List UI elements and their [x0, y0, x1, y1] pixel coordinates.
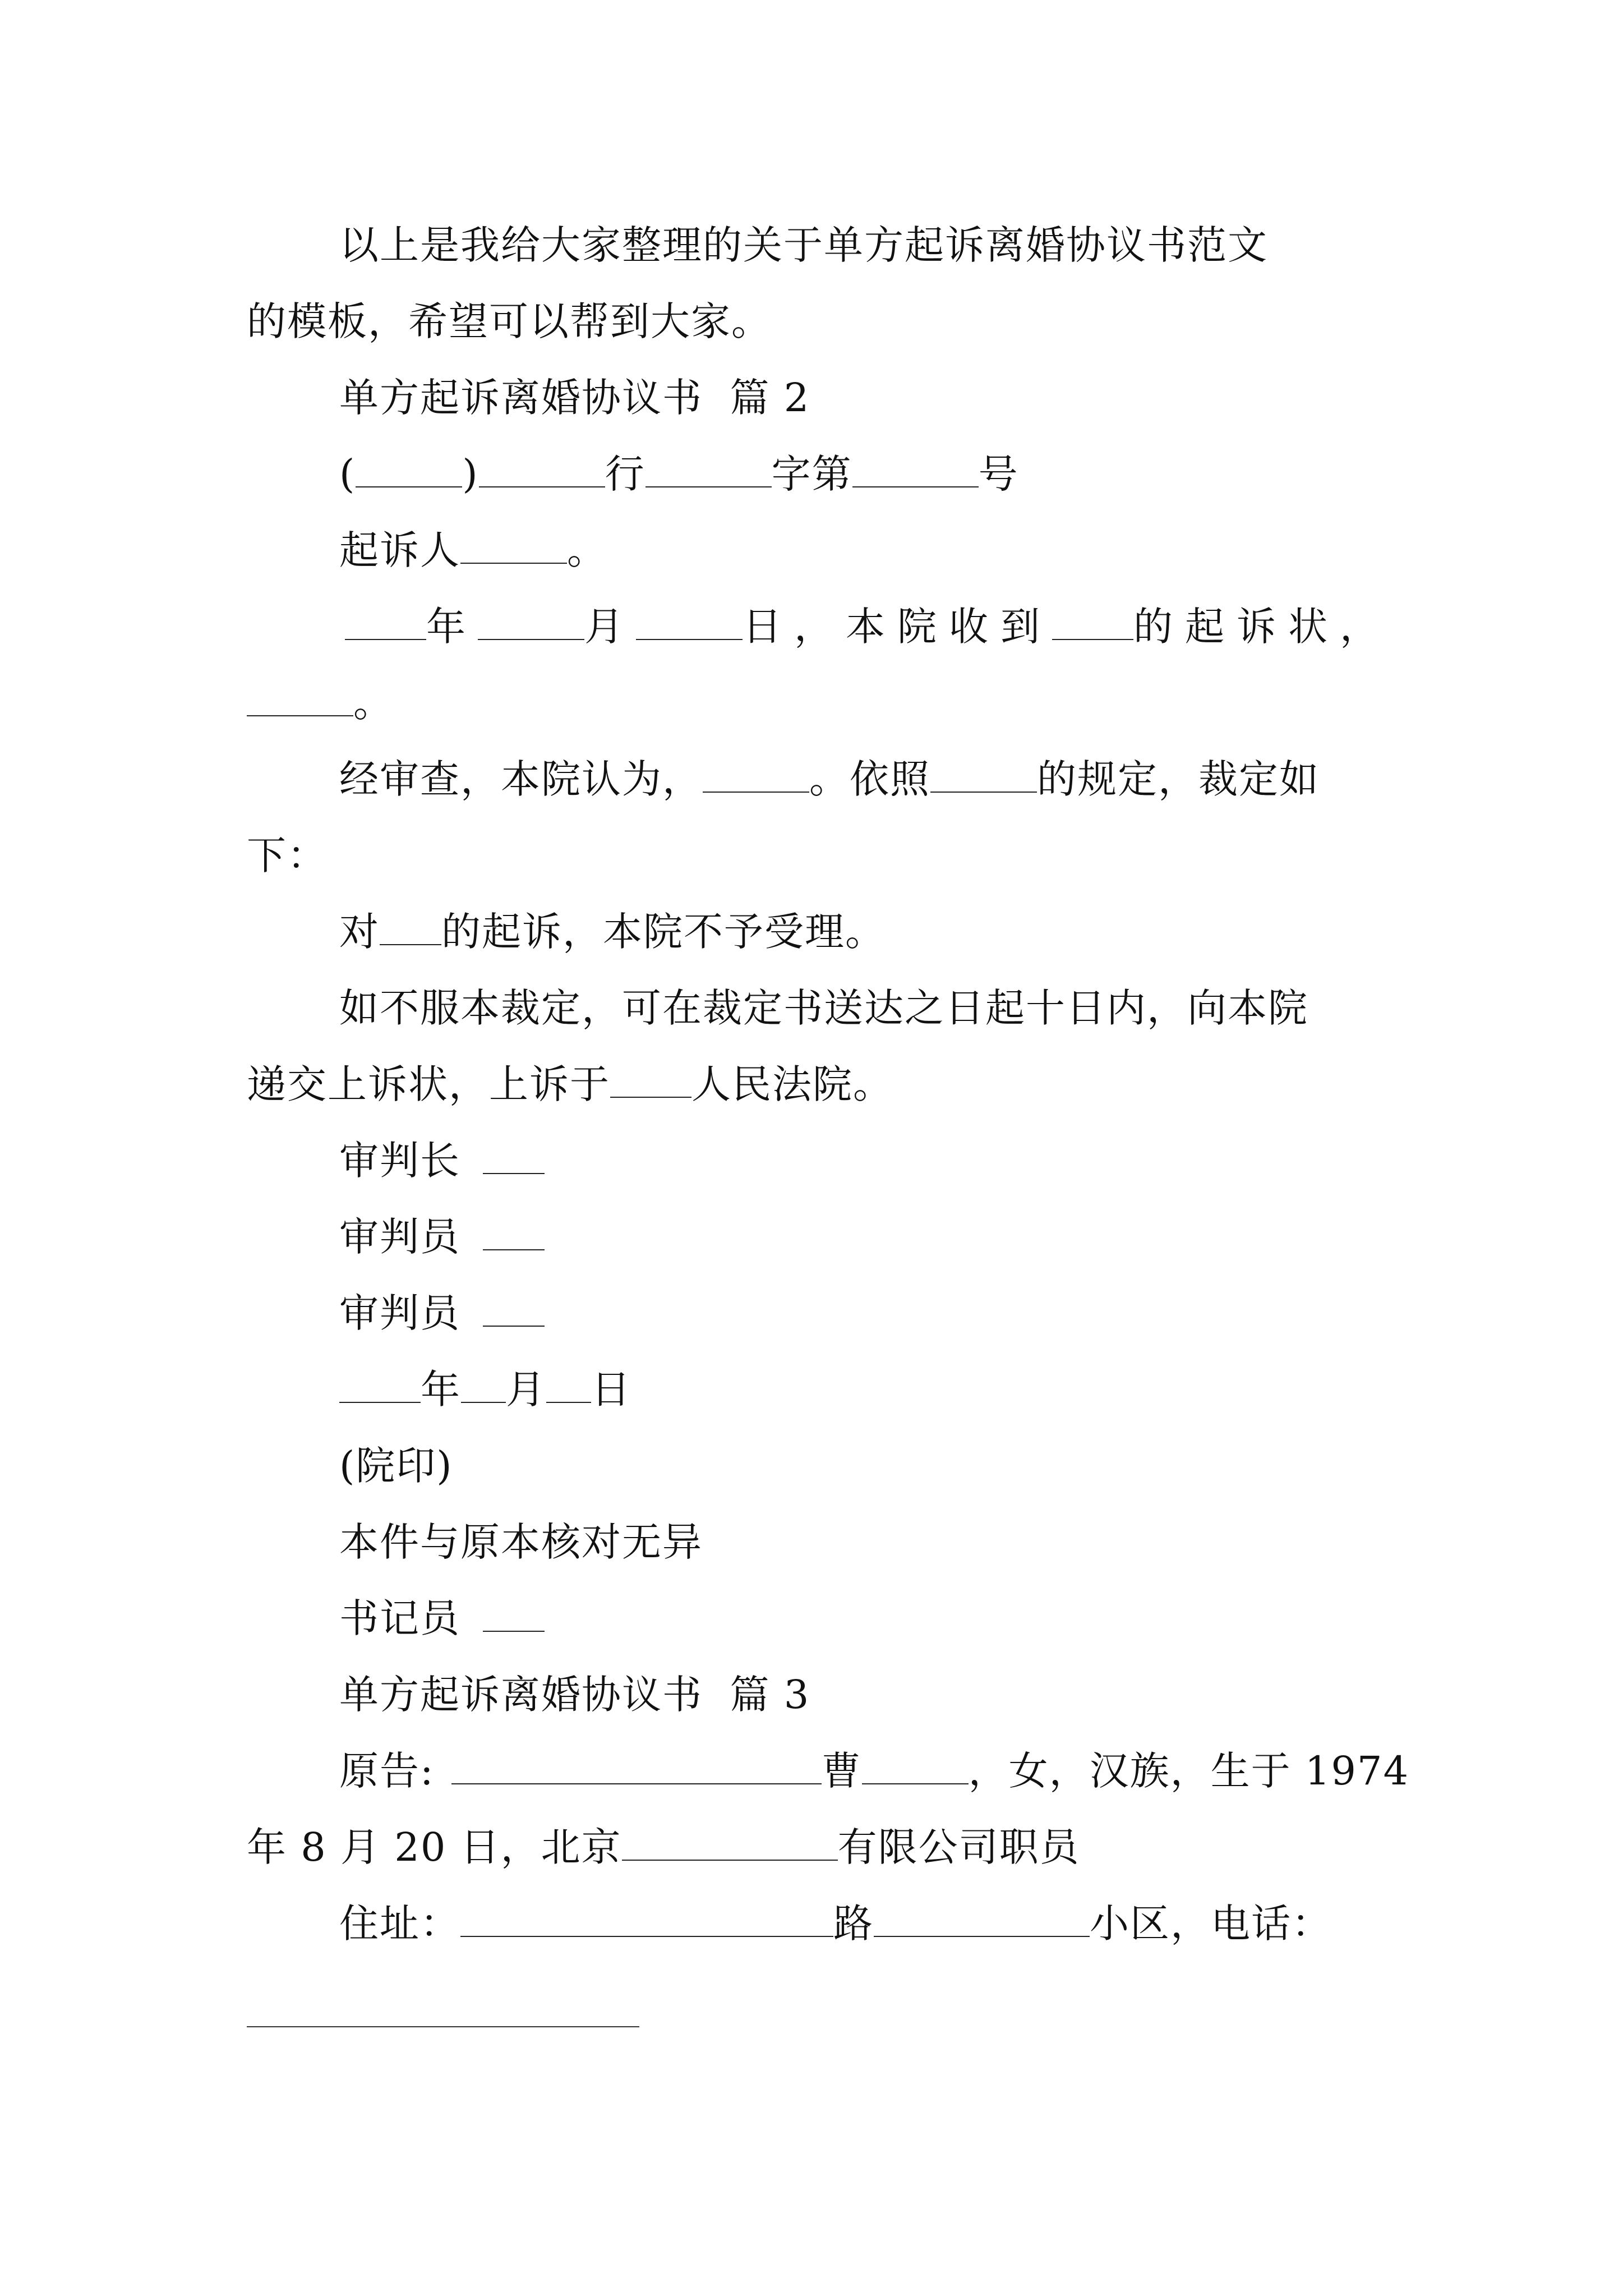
- plaintiff-info-line-1: [339, 1746, 1409, 1796]
- chief-judge-label: 审判长: [339, 1138, 460, 1184]
- review-part-2: 。依照: [809, 756, 930, 802]
- verified-note: 本件与原本核对无异: [339, 1519, 703, 1565]
- case-number-open: (: [339, 451, 356, 497]
- review-line-2: 下：: [247, 832, 328, 878]
- received-day-blank: [636, 604, 743, 640]
- section-3-heading: 单方起诉离婚协议书 篇 3: [339, 1672, 810, 1718]
- case-number-line: [339, 449, 1019, 499]
- plaintiff-end: 。: [567, 527, 607, 573]
- received-day-label: 日，本院收到: [743, 604, 1052, 650]
- judge-2-blank: [483, 1291, 545, 1327]
- intro-line-2: 的模板，希望可以帮到大家。: [247, 298, 772, 344]
- phone-blank-rule: [247, 2026, 639, 2027]
- sig-year-blank: [339, 1367, 421, 1403]
- case-year-blank: [356, 452, 462, 487]
- sig-month-blank: [461, 1367, 506, 1403]
- ruling-part-1: 对: [339, 909, 380, 955]
- plaintiff-line: [339, 525, 607, 576]
- received-content-blank: [247, 680, 353, 716]
- judge-1-line: [339, 1212, 545, 1262]
- judge-1-label: 审判员: [339, 1214, 460, 1260]
- sig-year-label: 年: [421, 1366, 461, 1412]
- signature-date-line: [339, 1364, 631, 1415]
- received-complaint-label: 的起诉状，: [1133, 604, 1391, 650]
- case-number-blank: [852, 452, 979, 487]
- received-month-blank: [478, 604, 584, 640]
- received-year-label: 年: [426, 604, 478, 650]
- received-end: 。: [353, 680, 394, 726]
- case-hang-label: 行: [605, 451, 645, 497]
- chief-judge-line: [339, 1135, 545, 1186]
- plaintiff-details: ，女，汉族，生于 1974: [968, 1748, 1409, 1794]
- sig-day-label: 日: [591, 1366, 631, 1412]
- address-community: 小区，电话：: [1090, 1901, 1332, 1947]
- plaintiff-info-label: 原告:: [339, 1748, 435, 1794]
- appeal-part-2: 人民法院。: [691, 1061, 893, 1107]
- ruling-party-blank: [380, 909, 441, 945]
- judge-1-blank: [483, 1214, 545, 1250]
- plaintiff-occupation: 有限公司职员: [837, 1824, 1080, 1870]
- clerk-line: [339, 1593, 545, 1644]
- received-year-blank: [345, 604, 426, 640]
- plaintiff-label: 起诉人: [339, 527, 460, 573]
- review-reason-blank: [703, 757, 809, 793]
- plaintiff-blank: [460, 528, 567, 564]
- appeal-line-2: [247, 1059, 893, 1110]
- clerk-label: 书记员: [339, 1595, 460, 1641]
- received-line: [345, 601, 1391, 652]
- received-party-blank: [1052, 604, 1133, 640]
- address-label: 住址：: [339, 1901, 460, 1947]
- received-line-2: [247, 678, 394, 728]
- intro-line-1: 以上是我给大家整理的关于单方起诉离婚协议书范文: [339, 222, 1268, 268]
- address-line: [339, 1898, 1332, 1949]
- sig-month-label: 月: [506, 1366, 546, 1412]
- review-law-blank: [930, 757, 1037, 793]
- plaintiff-name-blank: [862, 1749, 969, 1784]
- chief-judge-blank: [483, 1138, 545, 1174]
- judge-2-label: 审判员: [339, 1290, 460, 1336]
- plaintiff-info-blank: [451, 1749, 822, 1784]
- case-number-close: ): [462, 451, 479, 497]
- ruling-part-2: 的起诉，本院不予受理。: [441, 909, 886, 955]
- clerk-blank: [483, 1596, 545, 1632]
- plaintiff-birth: 年 8 月 20 日，北京: [247, 1824, 622, 1870]
- appeal-part-1: 递交上诉状，上诉于: [247, 1061, 610, 1107]
- address-blank: [460, 1901, 833, 1937]
- judge-2-line: [339, 1288, 545, 1338]
- case-zi-blank: [645, 452, 772, 487]
- address-road: 路: [833, 1901, 874, 1947]
- section-2-heading: 单方起诉离婚协议书 篇 2: [339, 375, 810, 421]
- review-line-1: [339, 754, 1320, 804]
- plaintiff-info-line-2: [247, 1822, 1080, 1872]
- review-part-3: 的规定，裁定如: [1037, 756, 1320, 802]
- plaintiff-company-blank: [622, 1825, 838, 1861]
- sig-day-blank: [546, 1367, 591, 1403]
- case-zidi-label: 字第: [771, 451, 852, 497]
- case-hao-label: 号: [978, 451, 1019, 497]
- address-road-blank: [874, 1901, 1090, 1937]
- plaintiff-surname: 曹: [821, 1748, 862, 1794]
- review-part-1: 经审查，本院认为，: [339, 756, 703, 802]
- appeal-court-blank: [610, 1062, 691, 1098]
- received-month-label: 月: [584, 604, 636, 650]
- court-seal: (院印): [339, 1443, 453, 1489]
- ruling-line: [339, 907, 886, 957]
- appeal-line-1: 如不服本裁定，可在裁定书送达之日起十日内，向本院: [339, 985, 1308, 1031]
- case-court-blank: [479, 452, 605, 487]
